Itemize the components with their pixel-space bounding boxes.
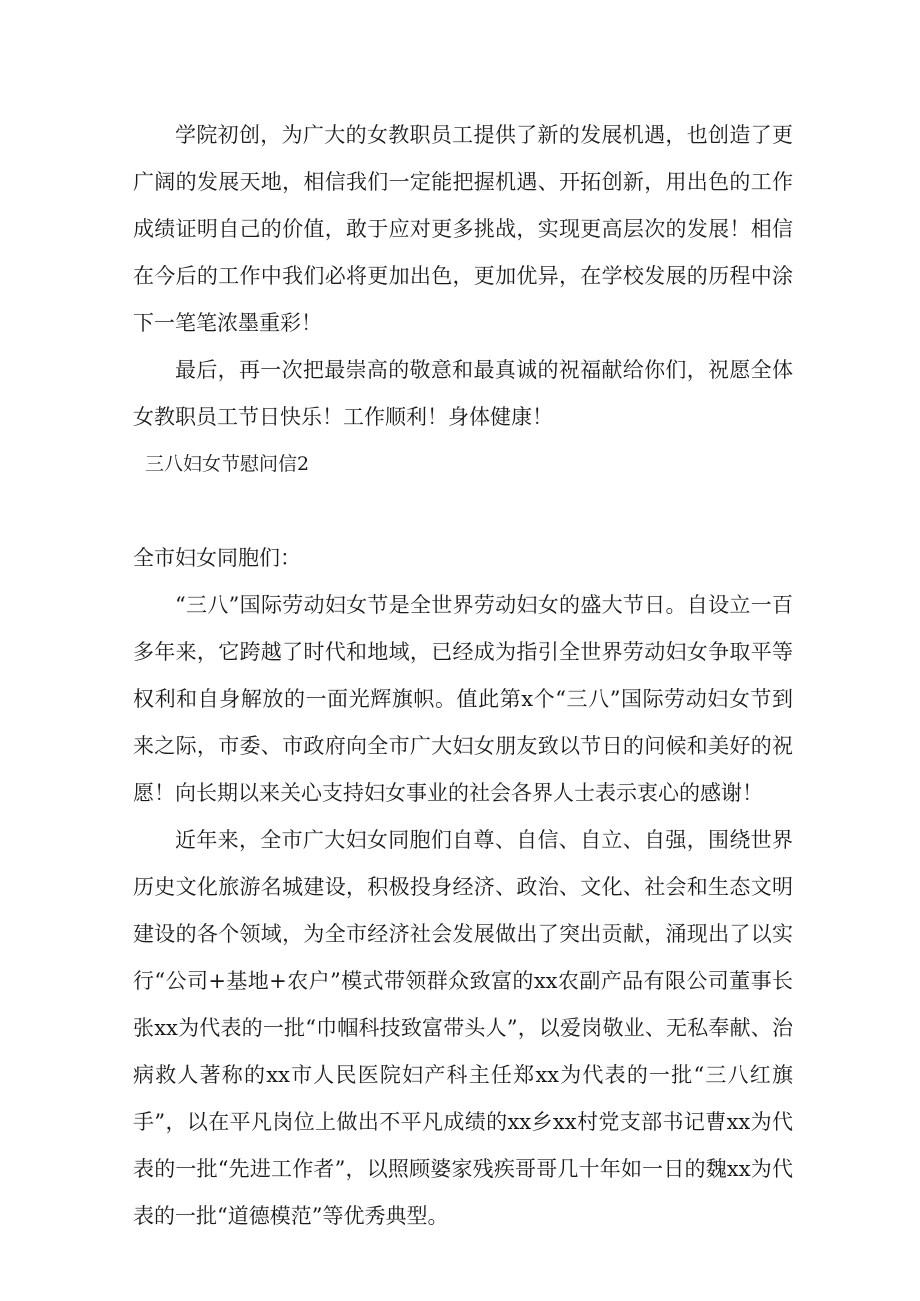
blank-line	[133, 488, 793, 535]
salutation: 全市妇女同胞们：	[133, 546, 301, 570]
paragraph: “三八”国际劳动妇女节是全世界劳动妇女的盛大节日。自设立一百多年来，它跨越了时代和地域，已经成为指引全世界劳动妇女争取平等权利和自身解放的一面光辉旗帜。值此第x个“三八”国际劳动妇女节到来之际，市委、市政府向全市广大妇女朋友致以节日的问候和美好的祝愿！向长期以来关心支持妇女事业的社会各界人士表示衷心的感谢！	[133, 593, 793, 805]
section-title: 三八妇女节慰问信2	[145, 453, 310, 475]
paragraph: 最后，再一次把最崇高的敬意和最真诚的祝福献给你们，祝愿全体女教职员工节日快乐！工作顺利！身体健康！	[133, 358, 793, 429]
paragraph: 近年来，全市广大妇女同胞们自尊、自信、自立、自强，围绕世界历史文化旅游名城建设，积极投身经济、政治、文化、社会和生态文明建设的各个领域，为全市经济社会发展做出了突出贡献，涌现出了以实行“公司+基地+农户”模式带领群众致富的xx农副产品有限公司董事长张xx为代表的一批“巾帼科技致富带头人”，以爱岗敬业、无私奉献、治病救人著称的xx市人民医院妇产科主任郑xx为代表的一批“三八红旗手”，以在平凡岗位上做出不平凡成绩的xx乡xx村党支部书记曹xx为代表的一批“先进工作者”，以照顾婆家残疾哥哥几十年如一日的魏xx为代表的一批“道德模范”等优秀典型。	[133, 828, 793, 1228]
paragraph: 学院初创，为广大的女教职员工提供了新的发展机遇，也创造了更广阔的发展天地，相信我们一定能把握机遇、开拓创新，用出色的工作成绩证明自己的价值，敢于应对更多挑战，实现更高层次的发展！相信在今后的工作中我们必将更加出色，更加优异，在学校发展的历程中涂下一笔笔浓墨重彩！	[133, 123, 793, 335]
document-body	[133, 112, 793, 1240]
